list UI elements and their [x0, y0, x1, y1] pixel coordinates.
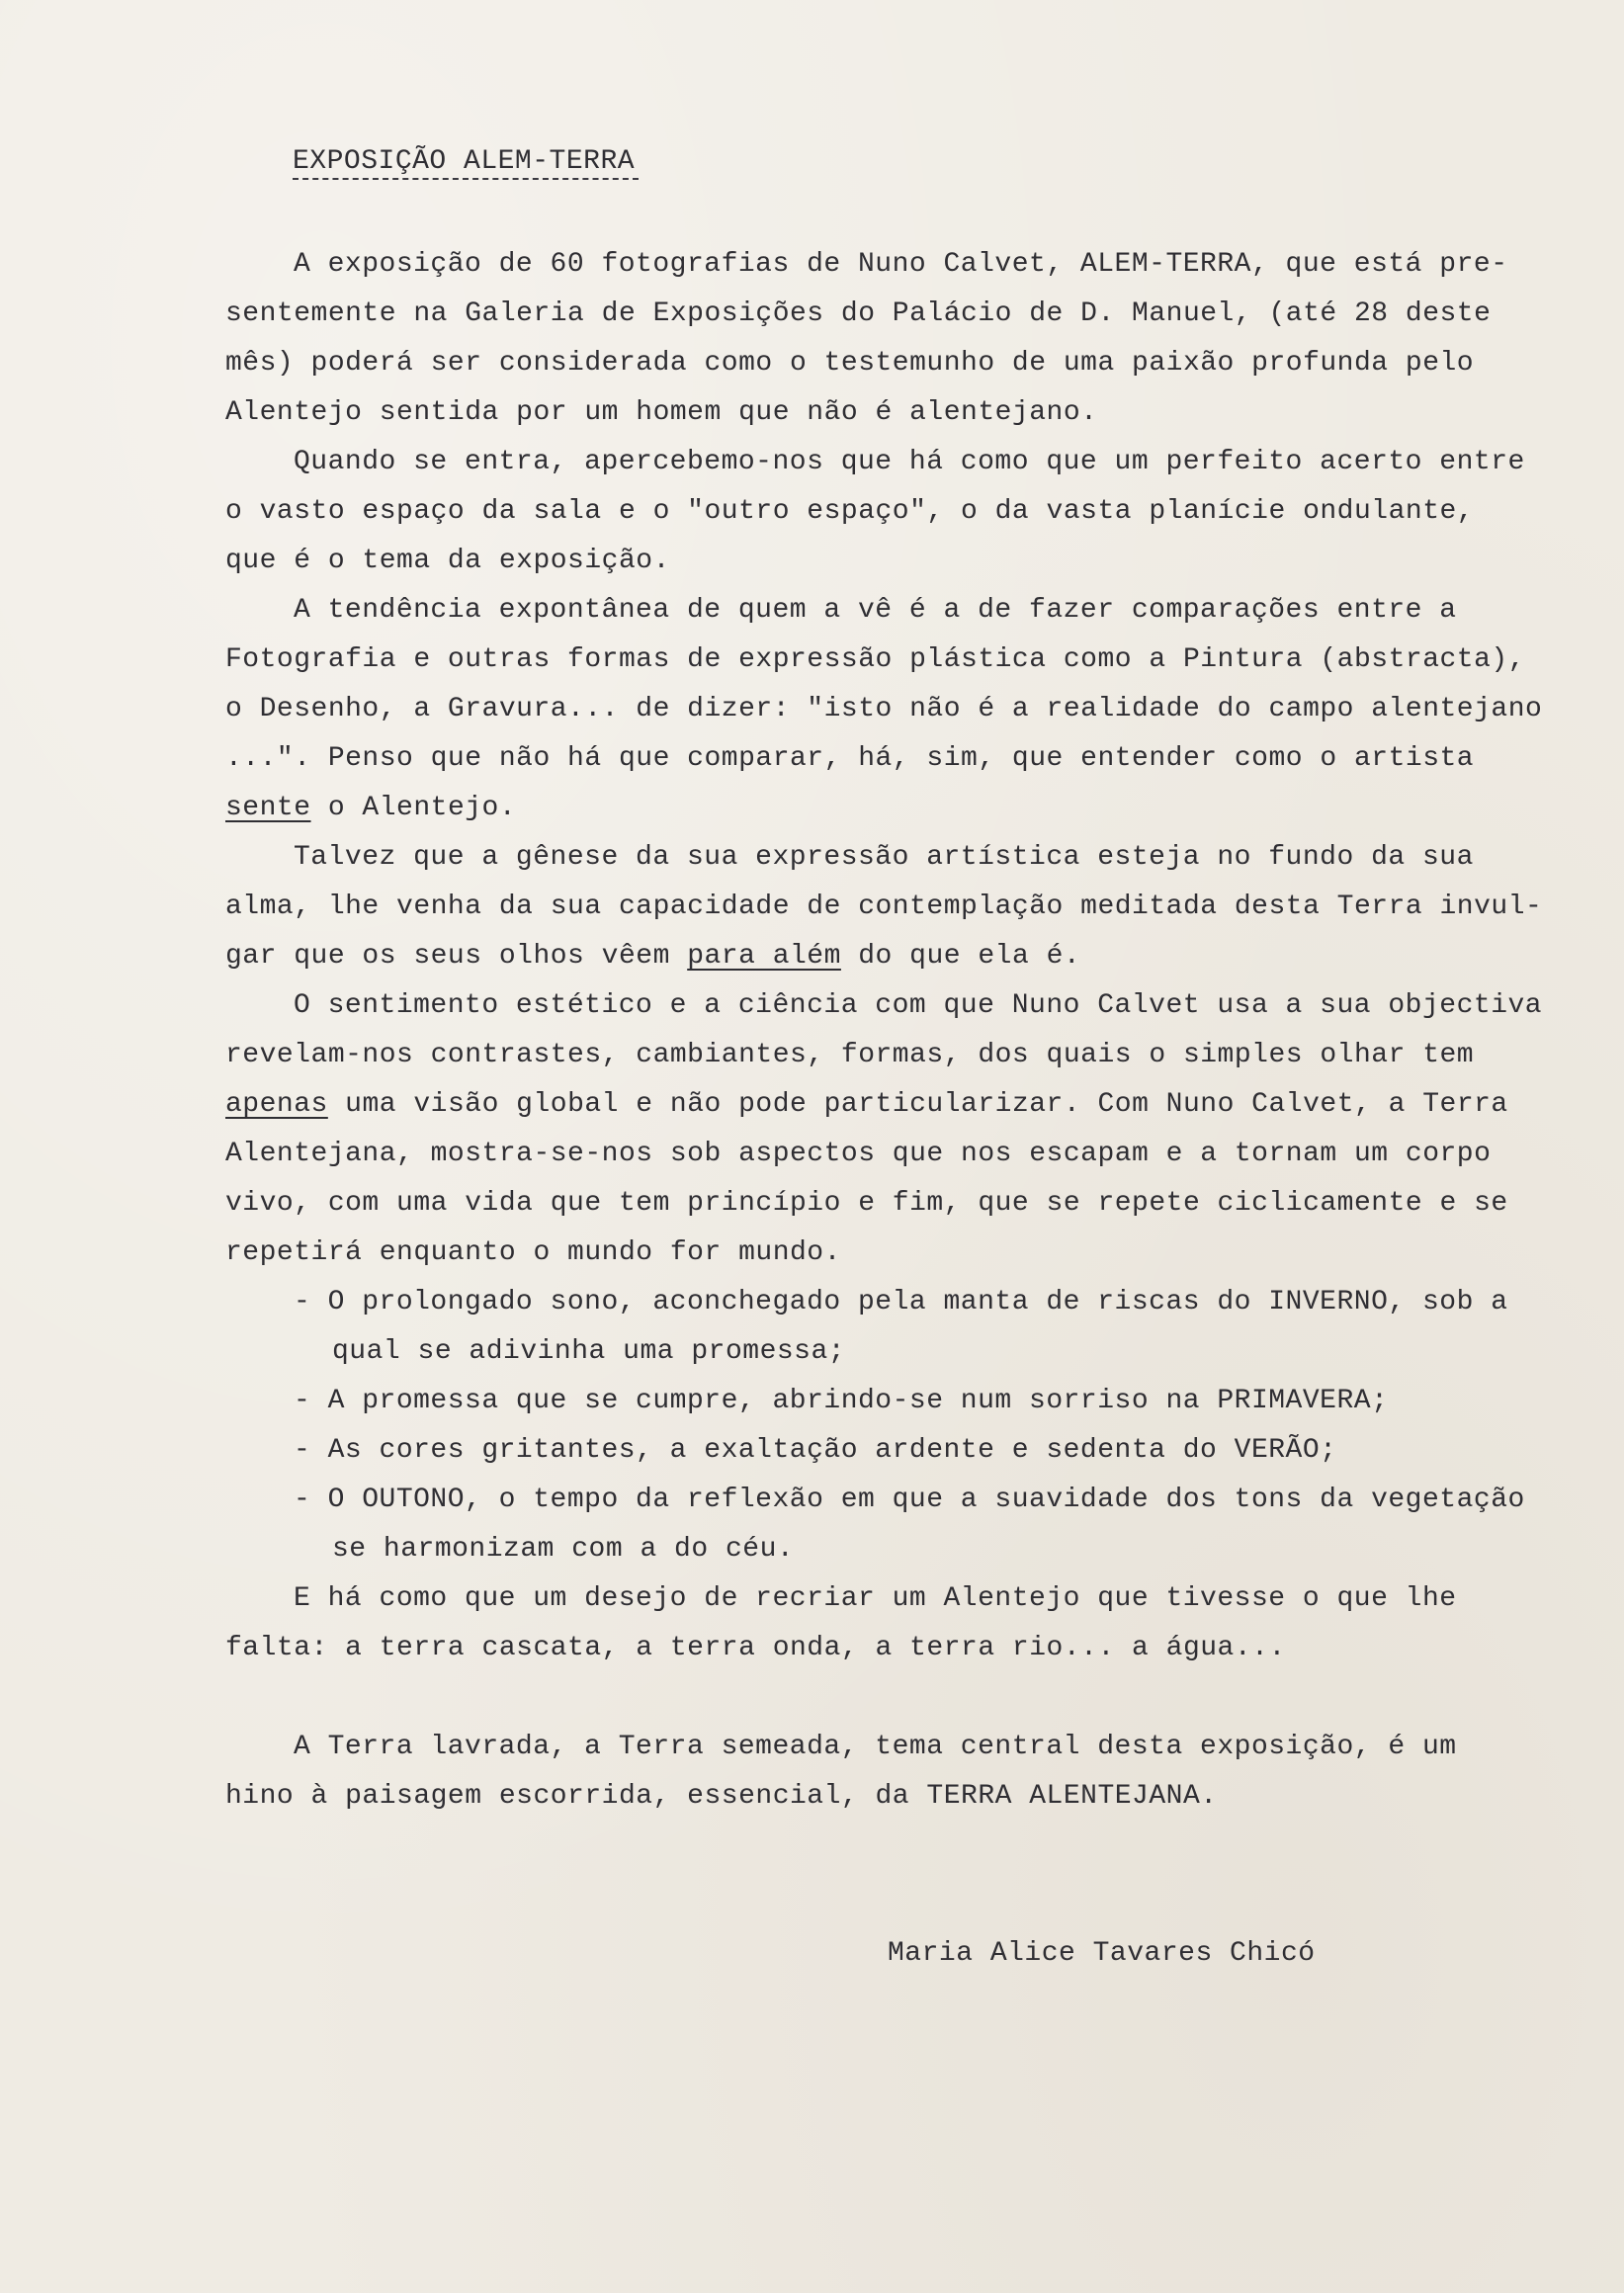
- text-line: Alentejo sentida por um homem que não é alentejano.: [225, 397, 1098, 428]
- title-underline: [293, 178, 639, 180]
- list-item: - O OUTONO, o tempo da reflexão em que a suavidade dos tons da vegetação: [294, 1485, 1525, 1515]
- text-line: Talvez que a gênese da sua expressão artística esteja no fundo da sua: [294, 842, 1474, 873]
- document-title: EXPOSIÇÃO ALEM-TERRA: [293, 146, 636, 177]
- text-line: O sentimento estético e a ciência com que Nuno Calvet usa a sua objectiva: [294, 990, 1543, 1021]
- underlined-word: apenas: [225, 1089, 328, 1120]
- text-line: apenas uma visão global e não pode particularizar. Com Nuno Calvet, a Terra: [225, 1089, 1508, 1120]
- text-line: E há como que um desejo de recriar um Alentejo que tivesse o que lhe: [294, 1583, 1457, 1614]
- text-line: Fotografia e outras formas de expressão plástica como a Pintura (abstracta),: [225, 644, 1526, 675]
- text-line: gar que os seus olhos vêem para além do que ela é.: [225, 941, 1081, 972]
- text-line: o Desenho, a Gravura... de dizer: "isto não é a realidade do campo alentejano: [225, 694, 1543, 724]
- text-line: repetirá enquanto o mundo for mundo.: [225, 1237, 841, 1268]
- underlined-phrase: para além: [687, 941, 841, 972]
- list-item-continuation: se harmonizam com a do céu.: [332, 1534, 795, 1565]
- author-signature: Maria Alice Tavares Chicó: [888, 1938, 1316, 1969]
- text-line: Alentejana, mostra-se-nos sob aspectos que nos escapam e a tornam um corpo: [225, 1139, 1492, 1169]
- list-item: - As cores gritantes, a exaltação ardente e sedenta do VERÃO;: [294, 1435, 1337, 1466]
- text-line: sente o Alentejo.: [225, 793, 517, 823]
- underlined-word: sente: [225, 793, 311, 823]
- text-line: mês) poderá ser considerada como o testemunho de uma paixão profunda pelo: [225, 348, 1475, 379]
- text-line: alma, lhe venha da sua capacidade de contemplação meditada desta Terra invul-: [225, 892, 1543, 922]
- text-line: falta: a terra cascata, a terra onda, a terra rio... a água...: [225, 1633, 1286, 1663]
- text-line: A exposição de 60 fotografias de Nuno Calvet, ALEM-TERRA, que está pre-: [294, 249, 1508, 280]
- text-line: ...". Penso que não há que comparar, há, sim, que entender como o artista: [225, 743, 1475, 774]
- text-line: revelam-nos contrastes, cambiantes, formas, dos quais o simples olhar tem: [225, 1040, 1475, 1070]
- text-line: Quando se entra, apercebemo-nos que há como que um perfeito acerto entre: [294, 447, 1525, 477]
- text-line: hino à paisagem escorrida, essencial, da TERRA ALENTEJANA.: [225, 1781, 1218, 1812]
- text-line: A tendência expontânea de quem a vê é a de fazer comparações entre a: [294, 595, 1457, 626]
- text-line: o vasto espaço da sala e o "outro espaço", o da vasta planície ondulante,: [225, 496, 1475, 527]
- text-line: A Terra lavrada, a Terra semeada, tema central desta exposição, é um: [294, 1732, 1457, 1762]
- list-item: - O prolongado sono, aconchegado pela manta de riscas do INVERNO, sob a: [294, 1287, 1508, 1317]
- text-line: que é o tema da exposição.: [225, 546, 670, 576]
- text-line: sentemente na Galeria de Exposições do Palácio de D. Manuel, (até 28 deste: [225, 298, 1492, 329]
- list-item: - A promessa que se cumpre, abrindo-se num sorriso na PRIMAVERA;: [294, 1386, 1389, 1416]
- text-line: vivo, com uma vida que tem princípio e fim, que se repete ciclicamente e se: [225, 1188, 1508, 1219]
- list-item-continuation: qual se adivinha uma promessa;: [332, 1336, 846, 1367]
